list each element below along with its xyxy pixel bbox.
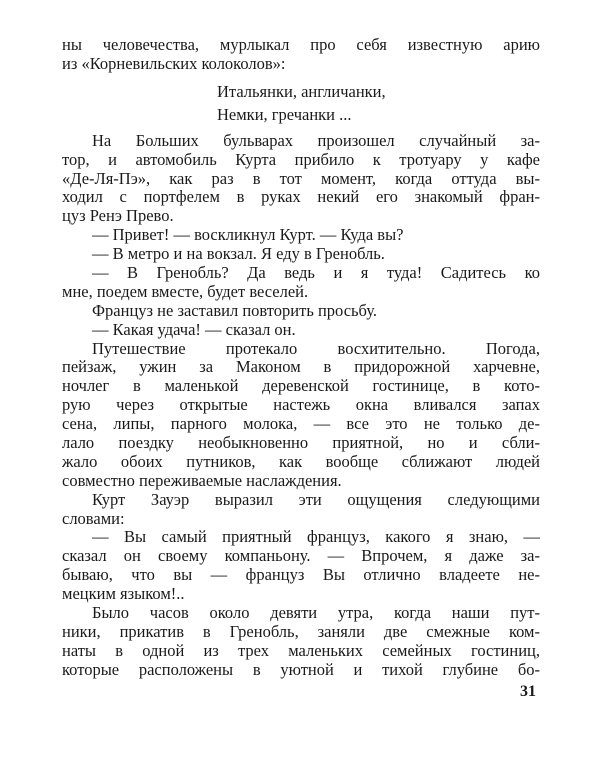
text-line: Было часов около девяти утра, когда наши пут-: [92, 604, 540, 623]
text-line: бываю, что вы — француз Вы отлично владеете не-: [62, 566, 540, 585]
text-line: совместно переживаемые наслаждения.: [62, 471, 342, 490]
text-line: цуз Ренэ Прево.: [62, 207, 174, 226]
text-line: Путешествие протекало восхитительно. Погода,: [92, 339, 540, 358]
text-line: мне, поедем вместе, будет веселей.: [62, 282, 309, 301]
text-line: — В Гренобль? Да ведь и я туда! Садитесь ко: [92, 264, 540, 283]
poem-line: Итальянки, англичанки,: [217, 81, 386, 101]
text-line: сказал он своему компаньону. — Впрочем, я даже за-: [62, 547, 540, 566]
text-line: — Привет! — воскликнул Курт. — Куда вы?: [92, 226, 404, 245]
text-line: Курт Зауэр выразил эти ощущения следующими: [92, 490, 540, 509]
text-line: — Вы самый приятный француз, какого я знаю, —: [92, 528, 540, 547]
text-line: — Какая удача! — сказал он.: [92, 320, 296, 339]
text-line: ны человечества, мурлыкал про себя известную арию: [62, 36, 540, 54]
text-line: сена, липы, парного молока, — все это не только де-: [62, 415, 540, 434]
text-line: словами:: [62, 509, 125, 528]
text-line: лало поездку необыкновенно приятной, но и сбли-: [62, 434, 540, 453]
text-line: мецким языком!..: [62, 585, 185, 604]
text-line: пейзаж, ужин за Маконом в придорожной харчевне,: [62, 358, 540, 377]
poem-line: Немки, гречанки ...: [217, 104, 352, 124]
text-line: рую через открытые настежь окна вливался запах: [62, 396, 540, 415]
page-number: 31: [520, 683, 536, 700]
text-line: — В метро и на вокзал. Я еду в Гренобль.: [92, 245, 385, 264]
text-line: тор, и автомобиль Курта прибило к тротуару у кафе: [62, 150, 540, 169]
book-page-text: [62, 36, 540, 680]
text-line: из «Корневильских колоколов»:: [62, 54, 286, 73]
text-line: На Больших бульварах произошел случайный за-: [92, 131, 540, 150]
text-line: ночлег в маленькой деревенской гостинице, в кото-: [62, 377, 540, 396]
text-line: жало обоих путников, как вообще сближают людей: [62, 452, 540, 471]
text-line: «Де-Ля-Пэ», как раз в тот момент, когда оттуда вы-: [62, 169, 540, 188]
text-line: наты в одной из трех маленьких семейных гостиниц,: [62, 641, 540, 660]
text-line: которые расположены в уютной и тихой глубине бо-: [62, 660, 540, 679]
text-line: ходил с портфелем в руках некий его знакомый фран-: [62, 188, 540, 207]
text-line: ники, прикатив в Гренобль, заняли две смежные ком-: [62, 622, 540, 641]
text-line: Француз не заставил повторить просьбу.: [92, 301, 378, 320]
